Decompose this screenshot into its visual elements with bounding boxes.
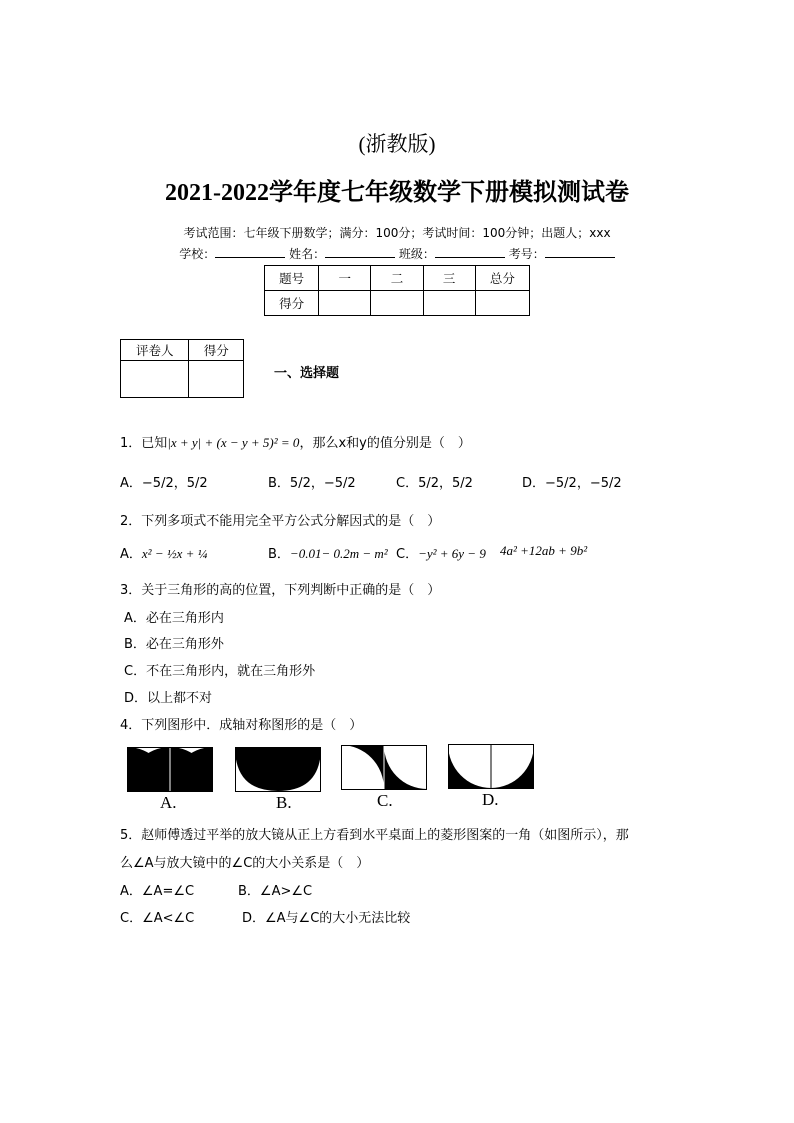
option-label: B． xyxy=(268,547,290,562)
q1-option-b[interactable] xyxy=(268,472,356,491)
name-blank[interactable] xyxy=(325,257,395,258)
question-5-line-2: 么∠A与放大镜中的∠C的大小关系是（ ） xyxy=(120,856,370,871)
option-text: x² − ½x + ¼ xyxy=(141,546,208,561)
q2-option-b[interactable] xyxy=(268,543,388,562)
question-1-prefix: 1．已知 xyxy=(120,436,168,451)
grader-header-cell: 评卷人 xyxy=(121,340,189,361)
option-text: −5/2，−5/2 xyxy=(545,476,622,491)
question-4: 4．下列图形中．成轴对称图形的是（ ） xyxy=(120,718,363,733)
school-label: 学校： xyxy=(179,247,216,261)
score-cell[interactable] xyxy=(319,291,371,316)
q4-label-b: B. xyxy=(276,793,292,812)
score-header-cell: 题号 xyxy=(265,266,319,291)
class-label: 班级： xyxy=(398,247,435,261)
q3-option-b[interactable]: B．必在三角形外 xyxy=(124,637,224,652)
score-cell[interactable] xyxy=(475,291,529,316)
option-label: A． xyxy=(120,547,142,562)
option-text: 5/2，−5/2 xyxy=(289,476,356,491)
question-5-line-1: 5．赵师傅透过平举的放大镜从正上方看到水平桌面上的菱形图案的一角（如图所示），那 xyxy=(120,828,629,843)
q2-option-a[interactable] xyxy=(120,543,207,562)
q1-option-a[interactable] xyxy=(120,472,208,491)
q3-option-c[interactable]: C．不在三角形内，就在三角形外 xyxy=(124,664,316,679)
student-fields xyxy=(0,245,794,262)
class-blank[interactable] xyxy=(435,257,505,258)
option-label: C． xyxy=(396,476,419,491)
score-header-cell: 三 xyxy=(423,266,475,291)
exam-info: 考试范围：七年级下册数学；满分：100分；考试时间：100分钟；出题人；xxx xyxy=(183,226,611,240)
option-text: 4a² +12ab + 9b² xyxy=(500,543,588,558)
grader-table xyxy=(120,339,244,398)
section-title: 一、选择题 xyxy=(274,366,340,381)
option-label: C． xyxy=(396,547,419,562)
q4-figure-d[interactable] xyxy=(448,744,534,789)
grader-cell[interactable] xyxy=(121,361,189,398)
question-3: 3．关于三角形的高的位置，下列判断中正确的是（ ） xyxy=(120,583,441,598)
option-text: −0.01− 0.2m − m² xyxy=(289,546,388,561)
q5-option-d[interactable]: D．∠A与∠C的大小无法比较 xyxy=(242,911,411,926)
question-2: 2．下列多项式不能用完全平方公式分解因式的是（ ） xyxy=(120,514,441,529)
option-label: A． xyxy=(120,476,142,491)
score-header-cell: 一 xyxy=(319,266,371,291)
score-header-cell: 总分 xyxy=(475,266,529,291)
q4-figure-c[interactable] xyxy=(341,745,427,790)
option-text: 5/2，5/2 xyxy=(418,476,473,491)
option-label: D． xyxy=(522,476,546,491)
name-label: 姓名： xyxy=(289,247,326,261)
edition-label: (浙教版) xyxy=(358,132,436,156)
q4-label-a: A. xyxy=(160,793,177,812)
grader-header-cell: 得分 xyxy=(189,340,244,361)
q5-option-c[interactable]: C．∠A<∠C xyxy=(120,911,195,926)
score-cell[interactable] xyxy=(371,291,423,316)
q2-option-d[interactable] xyxy=(500,543,587,559)
grader-score-cell[interactable] xyxy=(189,361,244,398)
score-header-cell: 二 xyxy=(371,266,423,291)
q1-option-d[interactable] xyxy=(522,472,622,491)
q3-option-d[interactable]: D．以上都不对 xyxy=(124,691,213,706)
exam-number-label: 考号： xyxy=(508,247,545,261)
option-text: −5/2，5/2 xyxy=(141,476,208,491)
question-1 xyxy=(120,432,471,451)
q4-label-d: D. xyxy=(482,790,499,809)
option-label: B． xyxy=(268,476,290,491)
question-1-expr: |x + y| + (x − y + 5)² = 0 xyxy=(167,435,300,450)
question-1-suffix: ，那么x和y的值分别是（ ） xyxy=(299,436,471,451)
score-table xyxy=(264,265,530,316)
exam-number-blank[interactable] xyxy=(545,257,615,258)
q1-option-c[interactable] xyxy=(396,472,473,491)
score-cell[interactable] xyxy=(423,291,475,316)
q5-option-a[interactable]: A．∠A=∠C xyxy=(120,884,195,899)
q5-option-b[interactable]: B．∠A>∠C xyxy=(238,884,313,899)
page-title: 2021-2022学年度七年级数学下册模拟测试卷 xyxy=(165,180,629,206)
q2-option-c[interactable] xyxy=(396,543,486,562)
q3-option-a[interactable]: A．必在三角形内 xyxy=(124,611,224,626)
score-row-label: 得分 xyxy=(265,291,319,316)
option-text: −y² + 6y − 9 xyxy=(418,546,486,561)
q4-label-c: C. xyxy=(377,791,393,810)
q4-figure-b[interactable] xyxy=(235,747,321,792)
school-blank[interactable] xyxy=(215,257,285,258)
q4-figure-a[interactable] xyxy=(127,747,213,792)
